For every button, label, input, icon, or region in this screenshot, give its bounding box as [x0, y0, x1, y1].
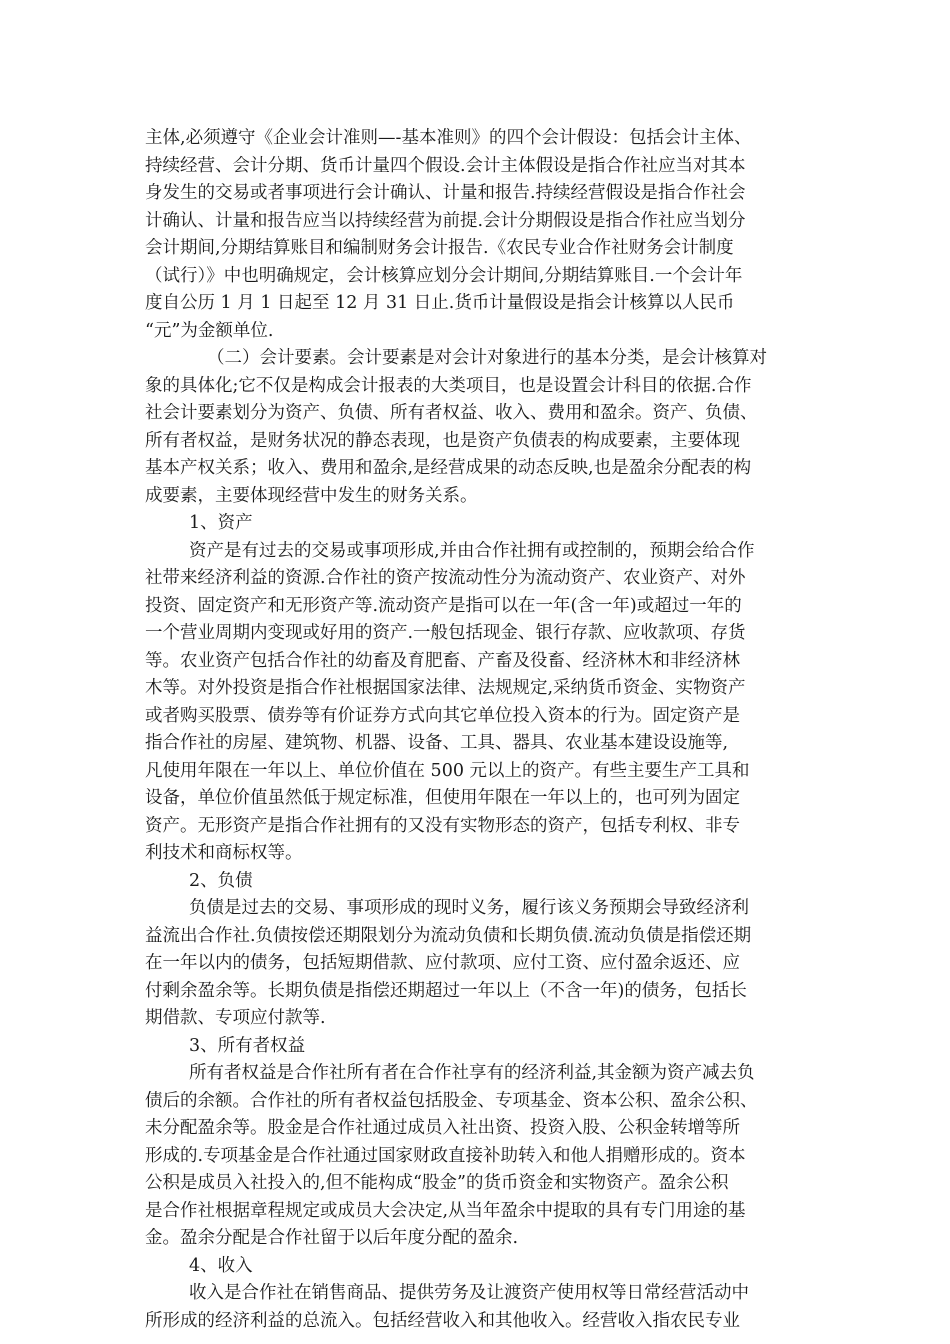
text-line: 木等。对外投资是指合作社根据国家法律、法规规定,采纳货币资金、实物资产: [145, 678, 746, 698]
text-line: 在一年以内的债务，包括短期借款、应付款项、应付工资、应付盈余返还、应: [145, 953, 740, 973]
text-line: 一个营业周期内变现或好用的资产.一般包括现金、银行存款、应收款项、存货: [145, 623, 746, 643]
text-line: 会计期间,分期结算账目和编制财务会计报告.《农民专业合作社财务会计制度: [145, 238, 734, 258]
text-line: 社会计要素划分为资产、负债、所有者权益、收入、费用和盈余。资产、负债、: [145, 403, 758, 423]
section-heading: 4、收入: [189, 1255, 253, 1276]
text-line: （试行）》中也明确规定，会计核算应划分会计期间,分期结算账目.一个会计年: [145, 265, 743, 286]
text-line: 资产。无形资产是指合作社拥有的又没有实物形态的资产，包括专利权、非专: [145, 815, 740, 836]
text-line: 所有者权益，是财务状况的静态表现，也是资产负债表的构成要素，主要体现: [145, 430, 740, 451]
text-line: 度自公历 1 月 1 日起至 12 月 31 日止.货币计量假设是指会计核算以人民币: [145, 293, 735, 313]
text-line: 计确认、计量和报告应当以持续经营为前提.会计分期假设是指合作社应当划分: [145, 210, 746, 231]
text-line: （二）会计要素。会计要素是对会计对象进行的基本分类，是会计核算对: [207, 348, 767, 368]
text-line: 象的具体化;它不仅是构成会计报表的大类项目，也是设置会计科目的依据.合作: [145, 375, 752, 396]
document-body: [145, 125, 810, 1335]
text-line: “元”为金额单位.: [145, 320, 274, 341]
section-heading: 2、负债: [189, 870, 253, 891]
text-line: 金。盈余分配是合作社留于以后年度分配的盈余.: [145, 1228, 519, 1248]
text-line: 持续经营、会计分期、货币计量四个假设.会计主体假设是指合作社应当对其本: [145, 155, 746, 176]
text-line: 凡使用年限在一年以上、单位价值在 500 元以上的资产。有些主要生产工具和: [145, 760, 750, 781]
text-line: 负债是过去的交易、事项形成的现时义务，履行该义务预期会导致经济利: [189, 898, 749, 918]
text-line: 设备，单位价值虽然低于规定标准，但使用年限在一年以上的，也可列为固定: [145, 788, 740, 808]
text-line: 主体,必须遵守《企业会计准则—-基本准则》的四个会计假设：包括会计主体、: [145, 128, 752, 148]
text-line: 基本产权关系；收入、费用和盈余,是经营成果的动态反映,也是盈余分配表的构: [145, 458, 752, 478]
text-line: 益流出合作社.负债按偿还期限划分为流动负债和长期负债.流动负债是指偿还期: [145, 925, 752, 946]
text-line: 收入是合作社在销售商品、提供劳务及让渡资产使用权等日常经营活动中: [189, 1283, 749, 1303]
text-line: 所形成的经济利益的总流入。包括经营收入和其他收入。经营收入指农民专业: [145, 1310, 740, 1331]
text-line: 形成的.专项基金是合作社通过国家财政直接补助转入和他人捐赠形成的。资本: [145, 1145, 746, 1166]
text-line: 身发生的交易或者事项进行会计确认、计量和报告.持续经营假设是指合作社会: [145, 183, 746, 203]
text-line: 成要素，主要体现经营中发生的财务关系。: [145, 485, 478, 506]
text-line: 资产是有过去的交易或事项形成,并由合作社拥有或控制的，预期会给合作: [189, 540, 755, 561]
text-line: 利技术和商标权等。: [145, 843, 303, 863]
text-line: 指合作社的房屋、建筑物、机器、设备、工具、器具、农业基本建设设施等,: [145, 733, 729, 753]
text-line: 或者购买股票、债券等有价证券方式向其它单位投入资本的行为。固定资产是: [145, 705, 740, 726]
text-line: 所有者权益是合作社所有者在合作社享有的经济利益,其金额为资产减去负: [189, 1063, 755, 1083]
text-line: 社带来经济利益的资源.合作社的资产按流动性分为流动资产、农业资产、对外: [145, 568, 746, 588]
text-line: 未分配盈余等。股金是合作社通过成员入社出资、投资入股、公积金转增等所: [145, 1118, 740, 1138]
section-heading: 3、所有者权益: [189, 1035, 306, 1056]
text-line: 债后的余额。合作社的所有者权益包括股金、专项基金、资本公积、盈余公积、: [145, 1090, 758, 1111]
text-line: 付剩余盈余等。长期负债是指偿还期超过一年以上（不含一年)的债务，包括长: [145, 980, 747, 1001]
text-line: 投资、固定资产和无形资产等.流动资产是指可以在一年(含一年)或超过一年的: [145, 595, 742, 616]
text-line: 是合作社根据章程规定或成员大会决定,从当年盈余中提取的具有专门用途的基: [145, 1200, 746, 1221]
text-line: 等。农业资产包括合作社的幼畜及育肥畜、产畜及役畜、经济林木和非经济林: [145, 650, 740, 671]
text-line: 期借款、专项应付款等.: [145, 1008, 326, 1028]
text-line: 公积是成员入社投入的,但不能构成“股金”的货币资金和实物资产。盈余公积: [145, 1173, 729, 1193]
section-heading: 1、资产: [189, 513, 253, 533]
